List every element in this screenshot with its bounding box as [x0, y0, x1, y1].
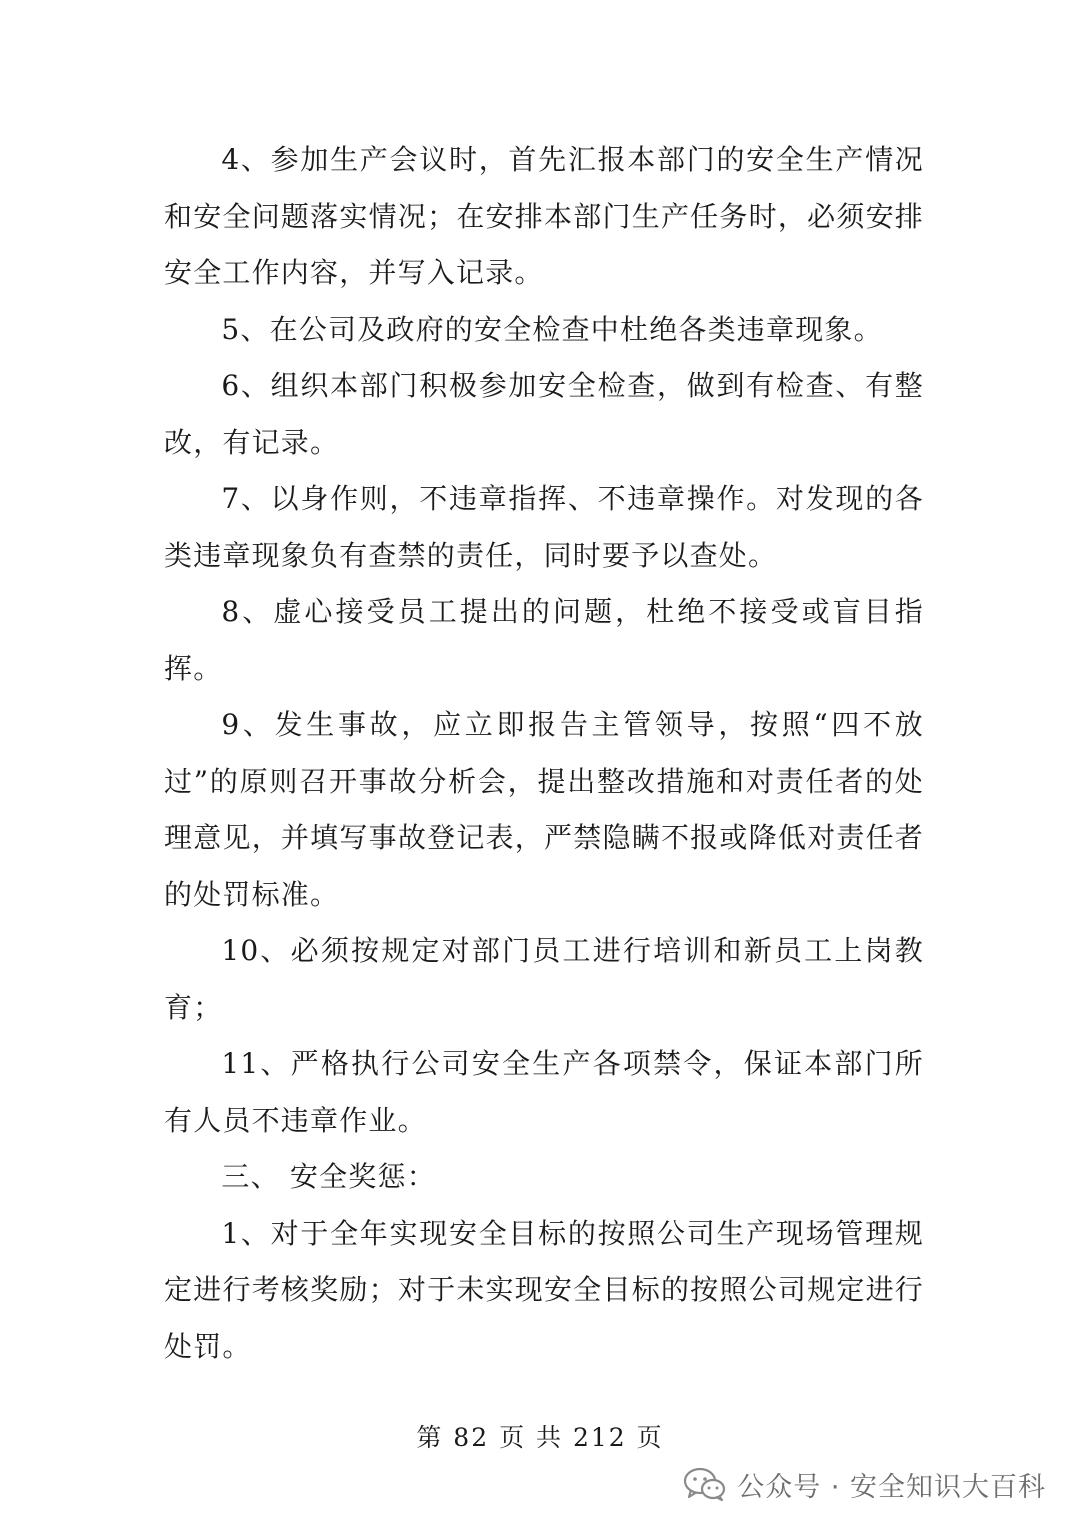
paragraph-item-11: 11、严格执行公司安全生产各项禁令，保证本部门所有人员不违章作业。	[164, 1047, 924, 1137]
section-heading-rewards: 三、 安全奖惩：	[221, 1160, 436, 1193]
paragraph-item-6: 6、组织本部门积极参加安全检查，做到有检查、有整改，有记录。	[164, 369, 924, 459]
watermark	[683, 1462, 1046, 1506]
paragraph-rewards-1: 1、对于全年实现安全目标的按照公司生产现场管理规定进行考核奖励；对于未实现安全目标的按照公司规定进行处罚。	[164, 1216, 924, 1363]
document-body	[164, 132, 924, 1375]
watermark-text: 公众号 · 安全知识大百科	[737, 1471, 1046, 1503]
wechat-icon	[683, 1466, 727, 1502]
paragraph-item-4: 4、参加生产会议时，首先汇报本部门的安全生产情况和安全问题落实情况；在安排本部门生产任务时，必须安排安全工作内容，并写入记录。	[164, 143, 924, 289]
paragraph-item-10: 10、必须按规定对部门员工进行培训和新员工上岗教育；	[164, 934, 924, 1024]
paragraph-item-8: 8、虚心接受员工提出的问题，杜绝不接受或盲目指挥。	[164, 595, 924, 685]
paragraph-item-5: 5、在公司及政府的安全检查中杜绝各类违章现象。	[221, 312, 883, 346]
paragraph-item-7: 7、以身作则，不违章指挥、不违章操作。对发现的各类违章现象负有查禁的责任，同时要予以查处。	[164, 482, 924, 572]
paragraph-item-9: 9、发生事故，应立即报告主管领导，按照“四不放过”的原则召开事故分析会，提出整改措施和对责任者的处理意见，并填写事故登记表，严禁隐瞒不报或降低对责任者的处罚标准。	[164, 708, 924, 911]
page-number: 第 82 页 共 212 页	[416, 1423, 664, 1452]
